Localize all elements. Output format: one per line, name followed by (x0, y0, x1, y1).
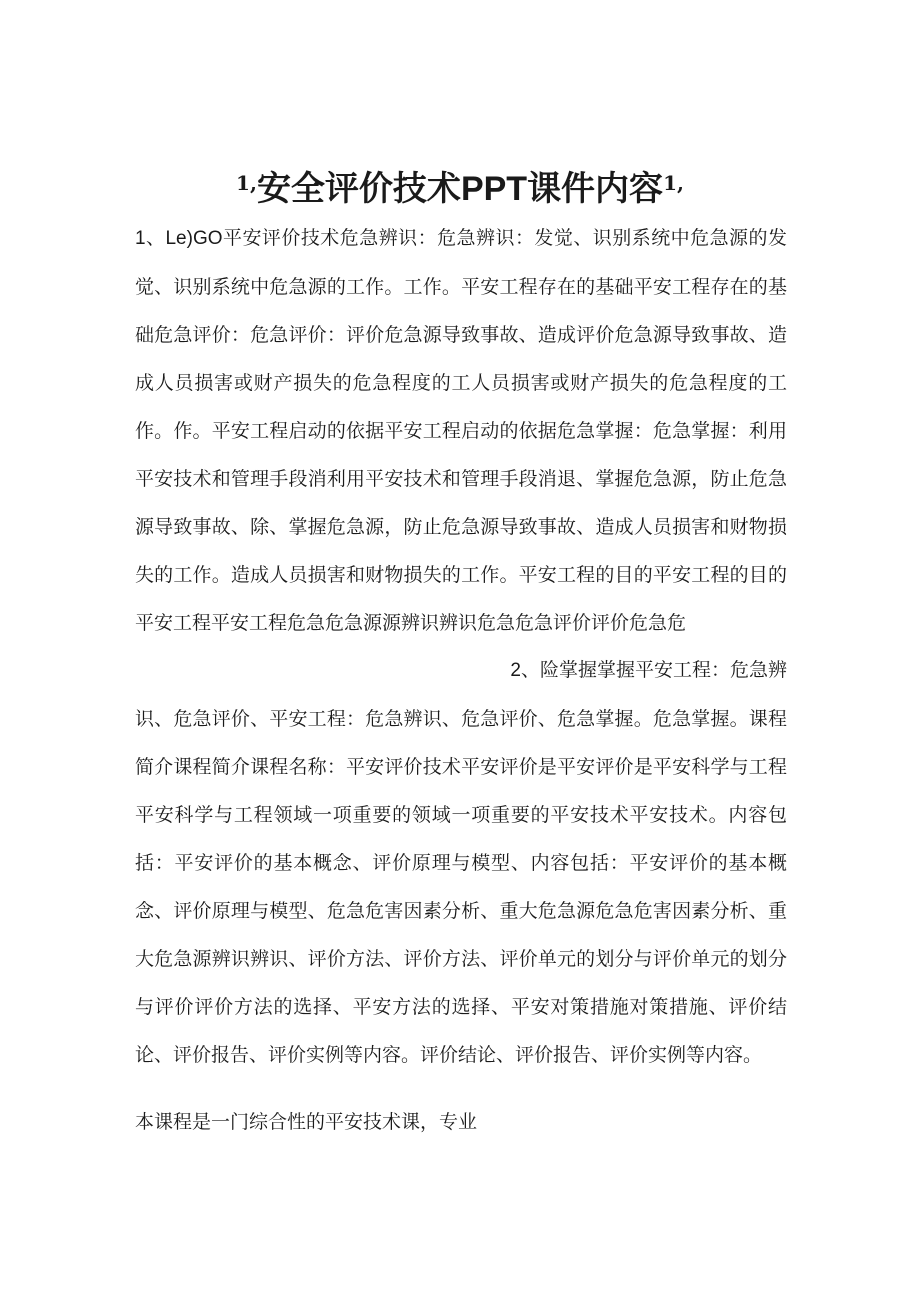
paragraph-2-first-line (135, 646, 787, 695)
paragraph-2-number: 2、 (510, 660, 540, 681)
paragraph-2 (135, 646, 787, 1079)
title-text-after: 课件内容 (527, 168, 664, 209)
title-text-latin: PPT (460, 169, 528, 208)
paragraph-3-text: 本课程是一门综合性的平安技术课，专业 (135, 1111, 478, 1133)
document-title (0, 161, 920, 211)
paragraph-1-number: 1、Le)GO (135, 228, 223, 249)
title-mark-left: 1, (236, 170, 257, 195)
paragraph-2-first-line-text: 险掌握掌握平安工程：危急辨 (539, 659, 787, 681)
title-mark-right: 1, (663, 170, 684, 195)
title-text-before: 安全评价技术 (256, 168, 461, 209)
paragraph-1-text: 平安评价技术危急辨识：危急辨识：发觉、识别系统中危急源的发觉、识别系统中危急源的工作。工作。平安工程存在的基础平安工程存在的基础危急评价：危急评价：评价危急源导致事故、造成评价危急源导致事故、造成人员损害或财产损失的危急程度的工人员损害或财产损失的危急程度的工作。作。平安工程启动的依据平安工程启动的依据危急掌握：危急掌握：利用平安技术和管理手段消利用平安技术和管理手段消退、掌握危急源，防止危急源导致事故、除、掌握危急源，防止危急源导致事故、造成人员损害和财物损失的工作。造成人员损害和财物损失的工作。平安工程的目的平安工程的目的平安工程平安工程危急危急源源辨识辨识危急危急评价评价危急危 (135, 227, 787, 634)
paragraph-1 (135, 214, 787, 647)
paragraph-2-text: 识、危急评价、平安工程：危急辨识、危急评价、危急掌握。危急掌握。课程简介课程简介课程名称：平安评价技术平安评价是平安评价是平安科学与工程平安科学与工程领域一项重要的领域一项重要的平安技术平安技术。内容包括：平安评价的基本概念、评价原理与模型、内容包括：平安评价的基本概念、评价原理与模型、危急危害因素分析、重大危急源危急危害因素分析、重大危急源辨识辨识、评价方法、评价方法、评价单元的划分与评价单元的划分与评价评价方法的选择、平安方法的选择、平安对策措施对策措施、评价结论、评价报告、评价实例等内容。评价结论、评价报告、评价实例等内容。 (135, 708, 787, 1066)
paragraph-3 (135, 1098, 787, 1146)
